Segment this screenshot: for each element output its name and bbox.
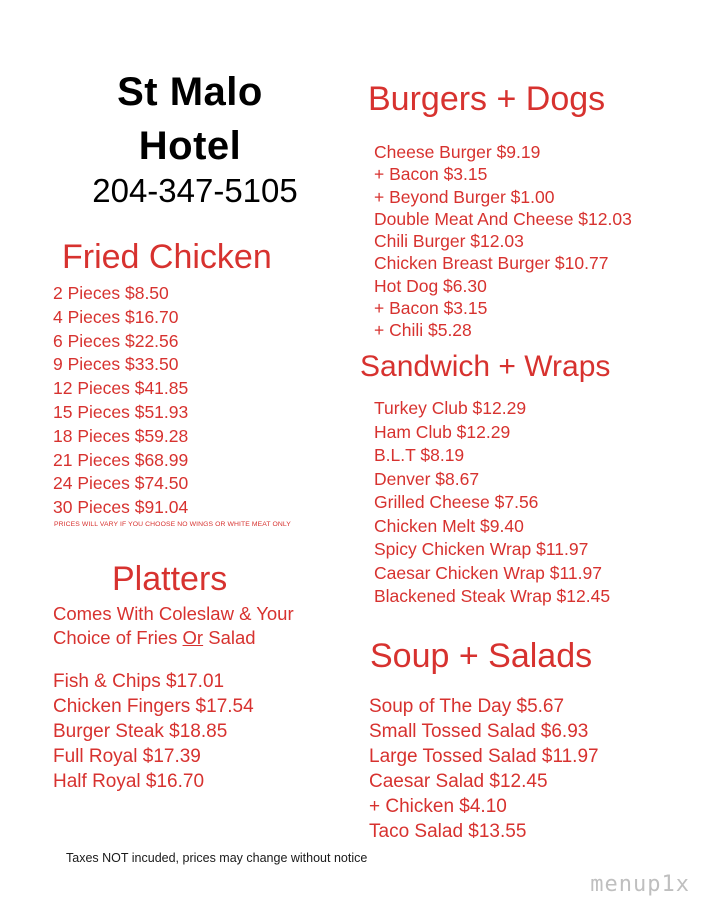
list-item: Chicken Fingers $17.54 <box>53 696 254 717</box>
platters-list <box>53 669 254 794</box>
list-item: Half Royal $16.70 <box>53 771 205 792</box>
list-item: Blackened Steak Wrap $12.45 <box>374 586 611 606</box>
sandwiches-heading: Sandwich + Wraps <box>360 350 611 383</box>
menupix-watermark: menup1x <box>590 872 690 897</box>
list-item: 9 Pieces $33.50 <box>53 354 179 375</box>
list-item: + Bacon $3.15 <box>374 164 488 185</box>
list-item: 15 Pieces $51.93 <box>53 401 189 422</box>
list-item: B.L.T $8.19 <box>374 445 465 465</box>
platters-desc-text: Comes With Coleslaw & Your Choice of Fries <box>53 603 294 648</box>
list-item: Chili Burger $12.03 <box>374 231 524 252</box>
list-item: Small Tossed Salad $6.93 <box>369 721 589 742</box>
platters-desc-or: Or <box>182 627 204 648</box>
list-item: 6 Pieces $22.56 <box>53 330 179 351</box>
list-item: Denver $8.67 <box>374 468 480 489</box>
list-item: + Bacon $3.15 <box>374 298 488 319</box>
list-item: Soup of The Day $5.67 <box>369 696 565 717</box>
list-item: Cheese Burger $9.19 <box>374 142 541 162</box>
list-item: Ham Club $12.29 <box>374 421 511 442</box>
hotel-name-line2: Hotel <box>138 124 242 168</box>
platters-heading: Platters <box>112 560 228 598</box>
list-item: Chicken Melt $9.40 <box>374 515 524 536</box>
platters-description <box>53 602 353 650</box>
list-item: Caesar Salad $12.45 <box>369 771 548 792</box>
list-item: Full Royal $17.39 <box>53 746 201 767</box>
list-item: Taco Salad $13.55 <box>369 821 527 842</box>
list-item: Grilled Cheese $7.56 <box>374 492 539 512</box>
list-item: Caesar Chicken Wrap $11.97 <box>374 562 602 583</box>
phone-number: 204-347-5105 <box>92 172 298 209</box>
list-item: Chicken Breast Burger $10.77 <box>374 253 609 274</box>
list-item: 21 Pieces $68.99 <box>53 449 189 470</box>
sandwiches-list <box>374 397 610 609</box>
list-item: 2 Pieces $8.50 <box>53 283 169 303</box>
list-item: Large Tossed Salad $11.97 <box>369 746 599 767</box>
list-item: 12 Pieces $41.85 <box>53 378 189 399</box>
list-item: 4 Pieces $16.70 <box>53 306 179 327</box>
list-item: + Chicken $4.10 <box>369 796 507 817</box>
fried-chicken-list <box>53 282 188 520</box>
list-item: 24 Pieces $74.50 <box>53 473 189 494</box>
soups-list <box>369 694 599 844</box>
list-item: Burger Steak $18.85 <box>53 721 228 742</box>
list-item: Double Meat And Cheese $12.03 <box>374 208 632 229</box>
burgers-list <box>374 141 632 342</box>
list-item: Turkey Club $12.29 <box>374 398 527 418</box>
list-item: Spicy Chicken Wrap $11.97 <box>374 539 589 559</box>
fried-chicken-price-note: PRICES WILL VARY IF YOU CHOOSE NO WINGS OR WHITE MEAT ONLY <box>54 521 291 528</box>
hotel-name-line1: St Malo <box>117 70 263 114</box>
list-item: + Beyond Burger $1.00 <box>374 186 555 207</box>
list-item: Fish & Chips $17.01 <box>53 671 225 692</box>
burgers-heading: Burgers + Dogs <box>368 80 606 118</box>
footer-note: Taxes NOT incuded, prices may change without notice <box>66 851 368 865</box>
soups-heading: Soup + Salads <box>370 637 593 675</box>
list-item: 18 Pieces $59.28 <box>53 425 189 446</box>
list-item: 30 Pieces $91.04 <box>53 497 189 518</box>
platters-desc-text-end: Salad <box>203 627 256 648</box>
list-item: Hot Dog $6.30 <box>374 275 487 296</box>
fried-chicken-heading: Fried Chicken <box>62 238 272 276</box>
list-item: + Chili $5.28 <box>374 320 472 341</box>
